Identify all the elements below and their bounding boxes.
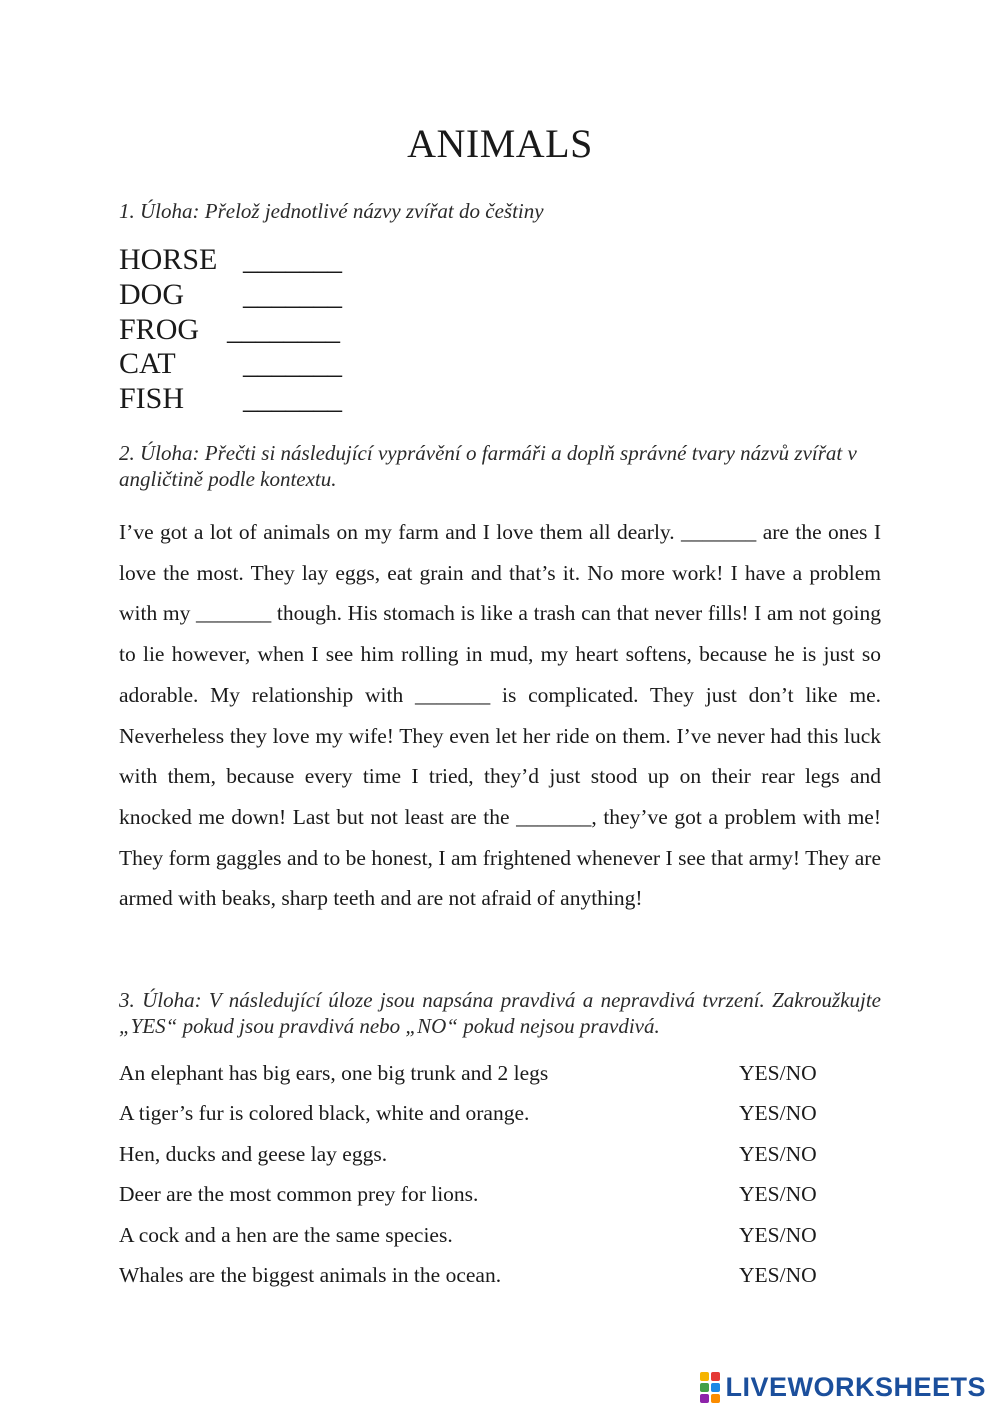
statement-row	[119, 1093, 881, 1133]
statement-row	[119, 1174, 881, 1214]
statement-row	[119, 1134, 881, 1174]
yes-no-answer[interactable]: YES/NO	[739, 1262, 817, 1287]
task3-heading: 3. Úloha: V následující úloze jsou napsána pravdivá a nepravdivá tvrzení. Zakroužkujte „YES“ pokud jsou pravdivá nebo „NO“ pokud nejsou pravdivá.	[119, 988, 881, 1038]
page-title: ANIMALS	[407, 121, 593, 166]
brand-name: LIVEWORKSHEETS	[725, 1372, 986, 1402]
statement-text: Hen, ducks and geese lay eggs.	[119, 1141, 388, 1166]
vocab-answer-blank[interactable]: _______	[243, 243, 341, 276]
vocab-word: FISH	[119, 382, 185, 416]
vocab-word: DOG	[119, 277, 184, 311]
statement-text: A tiger’s fur is colored black, white and orange.	[119, 1101, 530, 1126]
logo-block	[711, 1383, 720, 1392]
statement-row	[119, 1215, 881, 1255]
logo-block	[711, 1394, 720, 1403]
liveworksheets-brand[interactable]	[700, 1372, 986, 1403]
statement-row	[119, 1255, 881, 1295]
logo-block	[711, 1372, 720, 1381]
logo-block	[700, 1372, 709, 1381]
statement-text: Whales are the biggest animals in the ocean.	[119, 1262, 502, 1287]
vocab-answer-blank[interactable]: _______	[243, 382, 341, 416]
vocab-answer-blank[interactable]: _______	[243, 347, 341, 381]
statement-row	[119, 1053, 881, 1093]
logo-block	[700, 1394, 709, 1403]
liveworksheets-logo-icon	[700, 1372, 720, 1403]
yes-no-answer[interactable]: YES/NO	[739, 1182, 817, 1207]
statement-text: Deer are the most common prey for lions.	[119, 1182, 479, 1207]
task1-heading: 1. Úloha: Přelož jednotlivé názvy zvířat do češtiny	[119, 199, 544, 223]
yes-no-answer[interactable]: YES/NO	[739, 1222, 817, 1247]
yes-no-answer[interactable]: YES/NO	[739, 1061, 817, 1085]
true-false-list	[119, 1053, 881, 1295]
yes-no-answer[interactable]: YES/NO	[739, 1141, 817, 1166]
statement-text: A cock and a hen are the same species.	[119, 1222, 453, 1247]
vocab-answer-blank[interactable]: _______	[243, 277, 341, 311]
farmer-story: I’ve got a lot of animals on my farm and I love them all dearly. _______ are the ones I love the most. They lay eggs, eat grain and that’s it. No more work! I have a problem with my _______ though. His stomach is like a trash can that never fills! I am not going to lie however, when I see him rolling in mud, my heart softens, because he is just so adorable. My relationship with _______ is complicated. They just don’t like me. Neverheless they love my wife! They even let her ride on them. I’ve never had this luck with them, because every time I tried, they’d just stood up on their rear legs and knocked me down! Last but not least are the _______, they’ve got a problem with me! They form gaggles and to be honest, I am frightened whenever I see that army! They are armed with beaks, sharp teeth and are not afraid of anything!	[119, 520, 881, 911]
vocab-word: FROG	[119, 312, 200, 346]
vocab-word: HORSE	[119, 243, 218, 276]
logo-block	[700, 1383, 709, 1392]
statement-text: An elephant has big ears, one big trunk and 2 legs	[119, 1061, 549, 1085]
vocab-word: CAT	[119, 347, 176, 381]
task2-heading: 2. Úloha: Přečti si následující vyprávění o farmáři a doplň správné tvary názvů zvířat v angličtině podle kontextu.	[119, 441, 857, 491]
yes-no-answer[interactable]: YES/NO	[739, 1101, 817, 1126]
vocab-answer-blank[interactable]: ________	[227, 312, 339, 346]
